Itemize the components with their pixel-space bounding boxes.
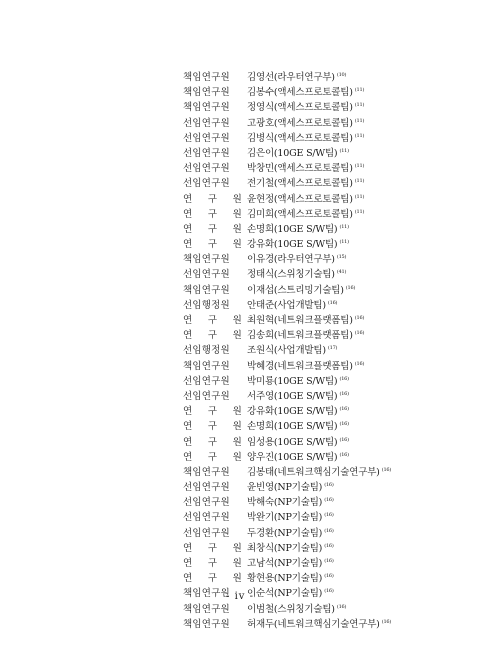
list-item: [183, 190, 463, 205]
member-name-text: 고광호(액세스프로토콜팀): [247, 117, 353, 129]
member-name-text: 박미룡(10GE S/W팀): [247, 375, 338, 387]
reference-number: (16): [324, 512, 334, 519]
member-name-text: 김영선(라우터연구부): [247, 72, 335, 83]
member-name-text: 김봉수(액세스프로토콜팀): [247, 87, 353, 99]
reference-number: (16): [354, 360, 365, 367]
member-name-text: 최원혁(네트워크플랫폼팀): [247, 315, 353, 326]
reference-number: (16): [339, 451, 349, 458]
reference-number: (16): [339, 406, 349, 413]
position-title: 선임행정원: [183, 299, 230, 311]
list-item: [183, 493, 463, 508]
list-item: [183, 463, 463, 478]
reference-number: (16): [327, 299, 338, 306]
position-title: 책임연구원: [183, 618, 230, 630]
list-item: [183, 539, 463, 554]
position-title: 선임연구원: [183, 482, 230, 494]
reference-number: (11): [354, 132, 365, 139]
page-number: - iv -: [226, 591, 254, 602]
member-name-text: 황현용(NP기술팀): [247, 573, 323, 585]
position-title: 연 구 원: [183, 558, 249, 569]
list-item: [183, 311, 463, 326]
member-name-text: 박해숙(NP기술팀): [247, 497, 323, 509]
list-item: [183, 114, 463, 129]
member-name-text: 서주영(10GE S/W팀): [247, 390, 338, 402]
list-item: [183, 402, 463, 417]
member-name-text: 김은이(10GE S/W팀): [247, 147, 338, 159]
position-title: 연 구 원: [183, 406, 249, 418]
member-name-text: 박창민(액세스프로토콜팀): [247, 163, 353, 175]
member-name-text: 김송희(네트워크플랫폼팀): [247, 330, 353, 342]
member-name-text: 두경환(NP기술팀): [247, 527, 323, 539]
member-name-text: 손명희(10GE S/W팀): [247, 421, 338, 433]
member-name: [247, 615, 391, 632]
member-name-text: 박혜경(네트워크플랫폼팀): [247, 360, 353, 372]
list-item: [183, 296, 463, 311]
reference-number: (11): [339, 239, 349, 246]
list-item: [183, 159, 463, 174]
list-item: [183, 508, 463, 523]
list-item: [183, 615, 463, 630]
list-item: [183, 250, 463, 265]
reference-number: (17): [327, 345, 338, 352]
list-item: [183, 174, 463, 189]
position-title: 선임연구원: [183, 132, 230, 144]
reference-number: (15): [336, 254, 347, 261]
position-title: 연 구 원: [183, 330, 249, 342]
list-item: [183, 265, 463, 280]
list-item: [183, 341, 463, 356]
position-title: 연 구 원: [183, 573, 249, 585]
list-item: [183, 433, 463, 448]
position-title: 연 구 원: [183, 208, 249, 220]
reference-number: (11): [339, 147, 349, 154]
reference-number: (16): [339, 375, 349, 382]
position-title: 선임연구원: [183, 269, 230, 281]
reference-number: (11): [354, 163, 365, 170]
position-title: 선임연구원: [183, 390, 230, 402]
member-name-text: 조원식(사업개발팀): [247, 345, 326, 357]
member-name-text: 고남석(NP기술팀): [247, 558, 323, 569]
reference-number: (16): [324, 542, 334, 549]
member-name-text: 윤빈영(NP기술팀): [247, 482, 323, 494]
position-title: 선임연구원: [183, 178, 230, 190]
list-item: [183, 83, 463, 98]
member-name-text: 강유화(10GE S/W팀): [247, 239, 338, 251]
reference-number: (11): [354, 87, 365, 94]
reference-number: (16): [381, 618, 392, 625]
list-item: [183, 569, 463, 584]
position-title: 책임연구원: [183, 254, 230, 266]
member-name-text: 허재두(네트워크핵심기술연구부): [247, 618, 380, 630]
reference-number: (11): [354, 193, 365, 200]
member-name-text: 이순석(NP기술팀): [247, 588, 323, 600]
reference-number: (16): [324, 573, 334, 580]
member-name-text: 김미희(액세스프로토콜팀): [247, 208, 353, 220]
list-item: [183, 326, 463, 341]
list-item: [183, 281, 463, 296]
position-title: 선임연구원: [183, 163, 230, 175]
position-title: 연 구 원: [183, 542, 249, 554]
list-item: [183, 144, 463, 159]
staff-list: [183, 68, 463, 630]
member-name-text: 전기철(액세스프로토콜팀): [247, 178, 353, 190]
position-title: 연 구 원: [183, 315, 249, 326]
position-title: 선임연구원: [183, 375, 230, 387]
position-title: 연 구 원: [183, 451, 249, 463]
position-title: 책임연구원: [183, 102, 230, 114]
member-name-text: 이범철(스위칭기술팀): [247, 603, 335, 615]
reference-number: (16): [339, 436, 349, 443]
reference-number: (11): [354, 102, 365, 109]
reference-number: (16): [324, 482, 334, 489]
reference-number: (16): [324, 527, 334, 534]
reference-number: (11): [339, 223, 349, 230]
member-name-text: 김병식(액세스프로토콜팀): [247, 132, 353, 144]
reference-number: (16): [339, 390, 349, 397]
member-name-text: 이재섭(스트리밍기술팀): [247, 284, 344, 296]
member-name-text: 김봉태(네트워크핵심기술연구부): [247, 466, 380, 478]
list-item: [183, 68, 463, 83]
list-item: [183, 554, 463, 569]
reference-number: (11): [354, 208, 365, 215]
reference-number: (16): [339, 421, 349, 428]
list-item: [183, 448, 463, 463]
member-name-text: 이유경(라우터연구부): [247, 254, 335, 266]
position-title: 연 구 원: [183, 223, 249, 235]
reference-number: (16): [381, 466, 392, 473]
position-title: 선임연구원: [183, 497, 230, 509]
member-name-text: 강유화(10GE S/W팀): [247, 406, 338, 418]
reference-number: (10): [336, 72, 347, 78]
reference-number: (16): [345, 284, 356, 291]
position-title: 책임연구원: [183, 588, 230, 600]
position-title: 선임행정원: [183, 345, 230, 357]
reference-number: (16): [324, 588, 334, 595]
position-title: 선임연구원: [183, 117, 230, 129]
member-name-text: 손명희(10GE S/W팀): [247, 223, 338, 235]
position-title: 책임연구원: [183, 284, 230, 296]
position-title: 선임연구원: [183, 527, 230, 539]
list-item: [183, 478, 463, 493]
position-title: 책임연구원: [183, 603, 230, 615]
list-item: [183, 357, 463, 372]
member-name-text: 임성용(10GE S/W팀): [247, 436, 338, 448]
position-title: 연 구 원: [183, 436, 249, 448]
position-title: 책임연구원: [183, 466, 230, 478]
member-name-text: 박완기(NP기술팀): [247, 512, 323, 524]
list-item: [183, 220, 463, 235]
reference-number: (16): [336, 603, 347, 610]
list-item: [183, 417, 463, 432]
reference-number: (41): [336, 269, 347, 276]
member-name-text: 윤현정(액세스프로토콜팀): [247, 193, 353, 205]
list-item: [183, 524, 463, 539]
position-title: 책임연구원: [183, 360, 230, 372]
member-name-text: 양우진(10GE S/W팀): [247, 451, 338, 463]
list-item: [183, 98, 463, 113]
reference-number: (16): [324, 497, 334, 504]
position-title: 선임연구원: [183, 512, 230, 524]
reference-number: (11): [354, 117, 365, 124]
member-name-text: 정태식(스위칭기술팀): [247, 269, 335, 281]
position-title: 연 구 원: [183, 239, 249, 251]
position-title: 책임연구원: [183, 72, 230, 83]
reference-number: (16): [354, 330, 365, 337]
list-item: [183, 372, 463, 387]
position-title: 선임연구원: [183, 147, 230, 159]
reference-number: (11): [354, 178, 365, 185]
member-name-text: 정영식(액세스프로토콜팀): [247, 102, 353, 114]
list-item: [183, 205, 463, 220]
position-title: 연 구 원: [183, 193, 249, 205]
position-title: 연 구 원: [183, 421, 249, 433]
reference-number: (16): [354, 315, 365, 321]
list-item: [183, 387, 463, 402]
member-name-text: 최창식(NP기술팀): [247, 542, 323, 554]
member-name-text: 안태준(사업개발팀): [247, 299, 326, 311]
position-title: 책임연구원: [183, 87, 230, 99]
list-item: [183, 129, 463, 144]
reference-number: (16): [324, 558, 334, 564]
list-item: [183, 235, 463, 250]
